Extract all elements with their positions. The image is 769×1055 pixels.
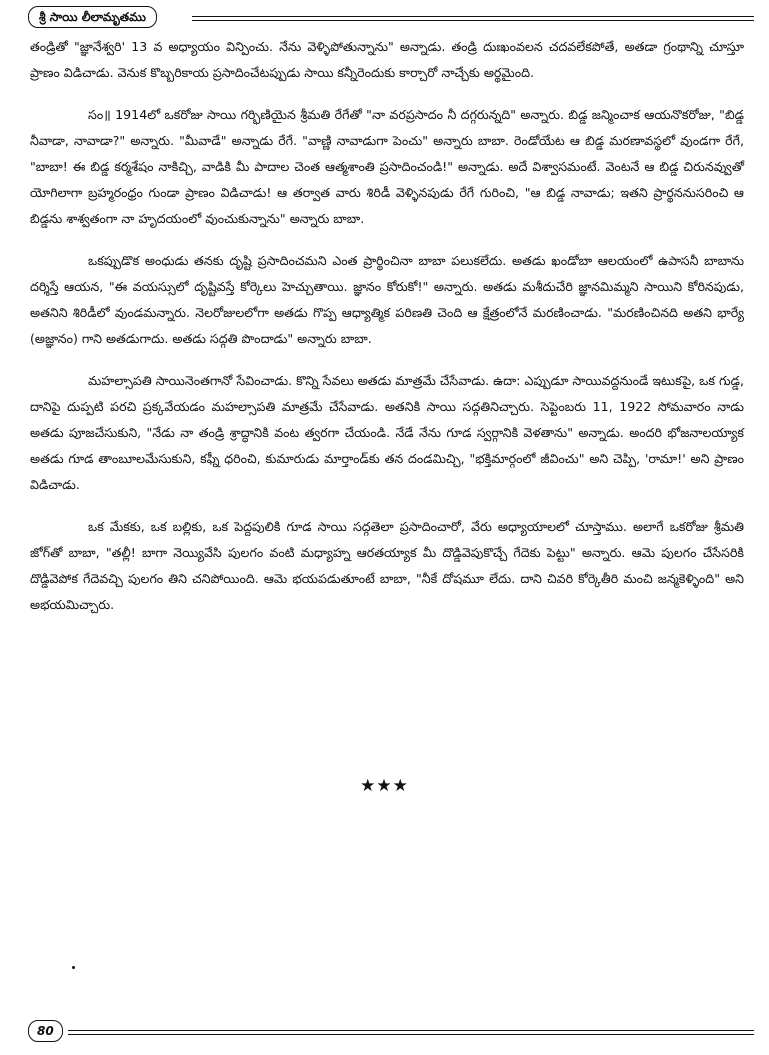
paragraph-5: ఒక మేకకు, ఒక బల్లికు, ఒక పెద్దపులికి గూడ సాయి సద్గతెలా ప్రసాదించారో, వేరు అధ్యాయాలలో చూస్తాము. అలాగే ఒకరోజు శ్రీమతి జోగ్‌తో బాబా, "తల్లీ! బాగా నెయ్యివేసి పులగం వంటి మధ్యాహ్న ఆరతయ్యాక మీ దొడ్డివెపుకొచ్చే గేదెకు పెట్టు" అన్నారు. ఆమె పులగం చేసేసరికి దొడ్డివెపోక గేదెవచ్చి పులగం తిని చనిపోయింది. ఆమె భయపడుతూంటే బాబా, "నీకే దోషమూ లేదు. దాని చివరి కోర్కెతీరి మంచి జన్మకెళ్ళింది" అని అభయమిచ్చారు. (30, 519, 744, 612)
page-header (12, 4, 758, 30)
page-body (30, 34, 744, 634)
header-rule (192, 16, 754, 17)
paragraph-3: ఒకప్పుడొక అంధుడు తనకు దృష్టి ప్రసాదించమని ఎంత ప్రార్థించినా బాబా పలుకలేదు. అతడు ఖండోబా ఆలయంలో ఉపాసనీ బాబాను దర్శిస్తే ఆయన, "ఈ వయస్సులో దృష్టివస్తే కోర్కెలు హెచ్చుతాయి. జ్ఞానం కోరుకో!" అన్నారు. అతడు మశీదుచేరి జ్ఞానమిమ్మని సాయిని కోరినపుడు, అతనిని శిరిడీలో వుండమన్నారు. నెలరోజులలోగా అతడు గొప్ప ఆధ్యాత్మిక పరిణతి చెంది ఆ క్షేత్రంలోనే మరణించాడు. "మరణించినది అతని భార్యే (అజ్ఞానం) గాని అతడుగాదు. అతడు సద్గతి పొందాడు" అన్నారు బాబా. (30, 253, 744, 346)
paragraph-4: మహల్సాపతి సాయినెంతగానో సేవించాడు. కొన్ని సేవలు అతడు మాత్రమే చేసేవాడు. ఉదా: ఎప్పుడూ సాయివద్దనుండే ఇటుకపై, ఒక గుడ్డ, దానిపై దుప్పటి పరచి ప్రక్కవేయడం మహల్సాపతి మాత్రమే చేసేవాడు. అతనికి సాయి సద్గతినిచ్చారు. సెప్టెంబరు 11, 1922 సోమవారం నాడు అతడు పూజచేసుకుని, "నేడు నా తండ్రి శ్రాద్ధానికి వంట త్వరగా చేయండి. నేడే నేను గూడ స్వర్గానికి వెళతాను" అన్నాడు. అందరి భోజనాలయ్యాక అతడు గూడ తాంబూలమేసుకుని, కఫ్నీ ధరించి, కుమారుడు మార్తాండ్‌కు తన దండమిచ్చి, "భక్తిమార్గంలో జీవించు" అని చెప్పి, 'రామా!' అని ప్రాణం విడిచాడు. (30, 373, 744, 492)
footer-rule-secondary (68, 1034, 754, 1035)
header-rule-secondary (192, 20, 754, 21)
book-title: శ్రీ సాయి లీలామృతము (28, 6, 157, 28)
stray-dot (72, 966, 75, 969)
page-number: 80 (28, 1020, 63, 1042)
section-divider-stars: ★★★ (360, 776, 409, 796)
footer-rule (68, 1030, 754, 1031)
paragraph-2: సం॥ 1914లో ఒకరోజు సాయి గర్భిణియైన శ్రీమతి రేగేతో "నా వరప్రసాదం నీ దగ్గరున్నది" అన్నారు. బిడ్డ జన్మించాక ఆయనొకరోజు, "బిడ్డ నీవాడా, నావాడా?" అన్నారు. "మీవాడే" అన్నాడు రేగే. "వాణ్ణి నావాడుగా పెంచు" అన్నారు బాబా. రెండోయేట ఆ బిడ్డ మరణావస్థలో వుండగా రేగే, "బాబా! ఈ బిడ్డ కర్మశేషం నాకిచ్చి, వాడికి మీ పాదాల చెంత ఆత్మశాంతి ప్రసాదించండి!" అన్నాడు. అదే విశ్వాసమంటే. వెంటనే ఆ బిడ్డ చిరునవ్వుతో యోగిలాగా బ్రహ్మరంధ్రం గుండా ప్రాణం విడిచాడు! ఆ తర్వాత వారు శిరిడీ వెళ్ళినపుడు రేగే గురించి, "ఆ బిడ్డ నావాడు; ఇతని ప్రార్థననుసరించి ఆ బిడ్డను శాశ్వతంగా నా హృదయంలో వుంచుకున్నాను" అన్నారు బాబా. (30, 107, 744, 226)
page-footer (12, 1018, 758, 1044)
paragraph-1: తండ్రితో "జ్ఞానేశ్వరి' 13 వ అధ్యాయం విన్పించు. నేను వెళ్ళిపోతున్నాను" అన్నాడు. తండ్రి దుఃఖంవలన చదవలేకపోతే, అతడా గ్రంథాన్ని చూస్తూ ప్రాణం విడిచాడు. వెనుక కొబ్బరికాయ ప్రసాదించేటప్పుడు సాయి కన్నీరెందుకు కార్చారో నాచ్చేకు అర్థమైంది. (30, 39, 744, 80)
